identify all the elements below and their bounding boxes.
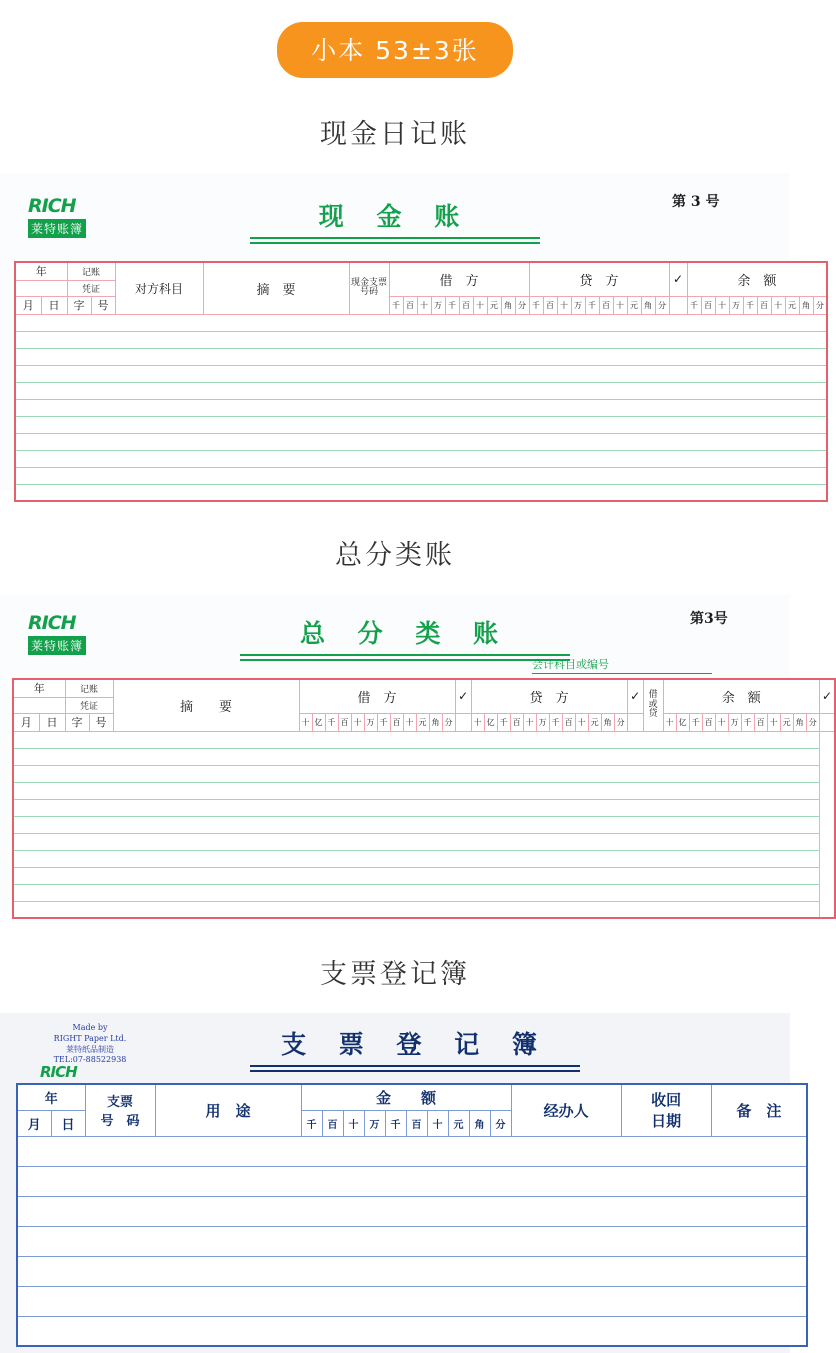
digit-cell: 分 <box>614 713 627 731</box>
digit-cell: 千 <box>385 1110 406 1136</box>
digit-cell: 十 <box>471 713 484 731</box>
header-abstract: 摘 要 <box>113 679 299 731</box>
header-amount: 金 额 <box>301 1084 511 1110</box>
digit-cell: 百 <box>701 296 715 314</box>
digit-cell: 角 <box>501 296 515 314</box>
digit-cell: 十 <box>417 296 431 314</box>
digit-cell: 十 <box>473 296 487 314</box>
table-row <box>15 314 827 331</box>
check-column-blank <box>455 713 471 731</box>
digit-cell: 元 <box>487 296 501 314</box>
table-row <box>17 1316 807 1346</box>
badge-container <box>0 0 790 78</box>
header-voucher-line2: 凭证 <box>65 697 113 713</box>
header-balance: 余 额 <box>663 679 819 713</box>
table-header-row-1 <box>13 679 835 697</box>
brand-logo-cash <box>28 195 86 238</box>
digit-cell: 分 <box>490 1110 511 1136</box>
table-row <box>17 1166 807 1196</box>
header-voucher-line1: 记账 <box>65 679 113 697</box>
digit-cell: 元 <box>416 713 429 731</box>
table-row <box>15 399 827 416</box>
title-rule <box>240 654 570 661</box>
digit-cell: 元 <box>627 296 641 314</box>
table-row <box>15 348 827 365</box>
table-row <box>13 731 835 748</box>
digit-cell: 万 <box>536 713 549 731</box>
cash-journal-table <box>14 261 828 502</box>
digit-cell: 角 <box>469 1110 490 1136</box>
digit-cell: 十 <box>715 296 729 314</box>
table-row <box>15 365 827 382</box>
digit-cell: 十 <box>663 713 676 731</box>
table-row <box>13 799 835 816</box>
digit-cell: 千 <box>741 713 754 731</box>
header-check-mark: ✓ <box>819 679 835 713</box>
cash-journal-sheet <box>0 173 824 491</box>
header-cheque-no: 现金支票号码 <box>349 262 389 314</box>
digit-cell: 亿 <box>484 713 497 731</box>
header-cheque-no: 支票 号 码 <box>85 1084 155 1136</box>
general-ledger-sheet <box>0 594 833 912</box>
header-handler: 经办人 <box>511 1084 621 1136</box>
header-check-mark: ✓ <box>455 679 471 713</box>
header-year: 年 <box>15 262 67 280</box>
digit-cell: 十 <box>523 713 536 731</box>
digit-cell: 角 <box>793 713 806 731</box>
brand-name: RICH <box>28 195 76 217</box>
digit-cell: 百 <box>459 296 473 314</box>
digit-cell: 元 <box>448 1110 469 1136</box>
table-row <box>13 765 835 782</box>
header-credit: 贷 方 <box>529 262 669 296</box>
digit-cell: 分 <box>813 296 827 314</box>
quantity-badge: 小本 53±3张 <box>277 22 513 78</box>
check-column-blank <box>819 713 835 731</box>
digit-cell: 百 <box>754 713 767 731</box>
header-year: 年 <box>17 1084 85 1110</box>
digit-cell: 十 <box>403 713 416 731</box>
product-photo-cash-journal <box>0 173 824 491</box>
digit-cell: 十 <box>575 713 588 731</box>
header-month: 月 <box>17 1110 51 1136</box>
digit-cell: 千 <box>585 296 599 314</box>
table-row <box>15 331 827 348</box>
table-row <box>17 1136 807 1166</box>
header-remark: 备 注 <box>711 1084 807 1136</box>
section-title-cheque-register: 支票登记簿 <box>320 959 470 990</box>
header-credit: 贷 方 <box>471 679 627 713</box>
table-row <box>15 382 827 399</box>
digit-cell: 分 <box>806 713 819 731</box>
table-row <box>13 833 835 850</box>
product-photo-cheque-register <box>0 1013 790 1353</box>
digit-cell: 元 <box>785 296 799 314</box>
header-voucher-num: 号 <box>91 296 115 314</box>
digit-cell: 万 <box>729 296 743 314</box>
header-return-date: 收回 日期 <box>621 1084 711 1136</box>
header-year-blank <box>15 280 67 296</box>
section-title-cash-journal: 现金日记账 <box>320 119 470 150</box>
digit-cell: 百 <box>322 1110 343 1136</box>
header-balance: 余 额 <box>687 262 827 296</box>
table-row <box>15 433 827 450</box>
digit-cell: 百 <box>338 713 351 731</box>
digit-cell: 千 <box>549 713 562 731</box>
header-month: 月 <box>15 296 41 314</box>
digit-cell: 千 <box>497 713 510 731</box>
digit-cell: 百 <box>543 296 557 314</box>
digit-cell: 万 <box>364 713 377 731</box>
digit-cell: 分 <box>655 296 669 314</box>
digit-cell: 千 <box>687 296 701 314</box>
table-row <box>13 816 835 833</box>
table-row <box>15 484 827 501</box>
brand-subtitle: 莱特账簿 <box>28 219 86 238</box>
table-row <box>13 867 835 884</box>
digit-cell: 百 <box>562 713 575 731</box>
table-row <box>13 884 835 901</box>
general-ledger-corner-number: 第3号 <box>690 611 728 627</box>
header-day: 日 <box>51 1110 85 1136</box>
title-rule <box>250 1065 580 1072</box>
cash-journal-corner-number: 第 3 号 <box>672 194 720 210</box>
header-abstract: 摘 要 <box>203 262 349 314</box>
digit-cell: 百 <box>510 713 523 731</box>
header-voucher-word: 字 <box>65 713 89 731</box>
digit-cell: 十 <box>557 296 571 314</box>
digit-cell: 十 <box>351 713 364 731</box>
digit-cell: 千 <box>743 296 757 314</box>
digit-cell: 元 <box>780 713 793 731</box>
header-voucher-line1: 记账 <box>67 262 115 280</box>
digit-cell: 分 <box>442 713 455 731</box>
digit-cell: 十 <box>299 713 312 731</box>
table-row <box>15 450 827 467</box>
check-column-blank <box>627 713 643 731</box>
brand-logo-ledger <box>28 612 86 655</box>
digit-cell: 百 <box>599 296 613 314</box>
digit-cell: 万 <box>364 1110 385 1136</box>
digit-cell: 千 <box>389 296 403 314</box>
brand-name: RICH <box>28 612 76 634</box>
digit-cell: 百 <box>403 296 417 314</box>
digit-cell: 万 <box>431 296 445 314</box>
digit-cell: 角 <box>799 296 813 314</box>
digit-cell: 千 <box>529 296 543 314</box>
header-purpose: 用 途 <box>155 1084 301 1136</box>
digit-cell: 十 <box>767 713 780 731</box>
digit-cell: 亿 <box>676 713 689 731</box>
table-row <box>17 1286 807 1316</box>
section-title-general-ledger: 总分类账 <box>335 540 455 571</box>
digit-cell: 百 <box>406 1110 427 1136</box>
digit-cell: 十 <box>715 713 728 731</box>
digit-cell: 元 <box>588 713 601 731</box>
cheque-register-sheet <box>0 1013 790 1353</box>
header-dr-cr: 借 或 贷 <box>643 679 663 731</box>
brand-subtitle: 莱特账簿 <box>28 636 86 655</box>
digit-cell: 百 <box>702 713 715 731</box>
table-header-row-1 <box>15 262 827 280</box>
table-row <box>17 1196 807 1226</box>
manufacturer-info: Made by RIGHT Paper Ltd. 莱特纸品制造 TEL:07-88522938 <box>53 1023 127 1065</box>
digit-cell: 十 <box>613 296 627 314</box>
brand-name: RICH <box>40 1063 77 1081</box>
table-row <box>17 1256 807 1286</box>
digit-cell: 十 <box>771 296 785 314</box>
header-year: 年 <box>13 679 65 697</box>
digit-cell: 万 <box>728 713 741 731</box>
digit-cell: 角 <box>641 296 655 314</box>
digit-cell: 千 <box>301 1110 322 1136</box>
digit-cell: 亿 <box>312 713 325 731</box>
table-header-row-1 <box>17 1084 807 1110</box>
header-counter-subject: 对方科目 <box>115 262 203 314</box>
ledger-account-note: 会计科目或编号 <box>532 656 712 674</box>
digit-cell: 万 <box>571 296 585 314</box>
cheque-register-table <box>16 1083 808 1347</box>
digit-cell: 十 <box>343 1110 364 1136</box>
header-debit: 借 方 <box>389 262 529 296</box>
digit-cell: 千 <box>325 713 338 731</box>
header-year-blank <box>13 697 65 713</box>
digit-cell: 百 <box>757 296 771 314</box>
product-photo-general-ledger <box>0 594 833 912</box>
table-row <box>13 782 835 799</box>
table-row <box>15 467 827 484</box>
digit-cell: 角 <box>601 713 614 731</box>
header-voucher-word: 字 <box>67 296 91 314</box>
digit-cell: 分 <box>515 296 529 314</box>
cash-journal-doc-title: 现 金 账 <box>250 197 540 244</box>
general-ledger-table <box>12 678 836 919</box>
brand-logo-cheque <box>40 1063 77 1081</box>
header-voucher-num: 号 <box>89 713 113 731</box>
header-day: 日 <box>39 713 65 731</box>
general-ledger-doc-title: 总 分 类 账 <box>240 614 570 661</box>
digit-cell: 千 <box>689 713 702 731</box>
header-month: 月 <box>13 713 39 731</box>
header-check-mark: ✓ <box>669 262 687 296</box>
cheque-register-doc-title: 支 票 登 记 簿 <box>250 1025 580 1072</box>
header-debit: 借 方 <box>299 679 455 713</box>
digit-cell: 十 <box>427 1110 448 1136</box>
title-rule <box>250 237 540 244</box>
header-day: 日 <box>41 296 67 314</box>
table-row <box>15 416 827 433</box>
table-row <box>13 748 835 765</box>
header-check-mark: ✓ <box>627 679 643 713</box>
header-voucher-line2: 凭证 <box>67 280 115 296</box>
digit-cell: 千 <box>445 296 459 314</box>
digit-cell: 角 <box>429 713 442 731</box>
table-row <box>13 901 835 918</box>
table-row <box>17 1226 807 1256</box>
check-column-blank <box>669 296 687 314</box>
digit-cell: 百 <box>390 713 403 731</box>
table-row <box>13 850 835 867</box>
digit-cell: 千 <box>377 713 390 731</box>
